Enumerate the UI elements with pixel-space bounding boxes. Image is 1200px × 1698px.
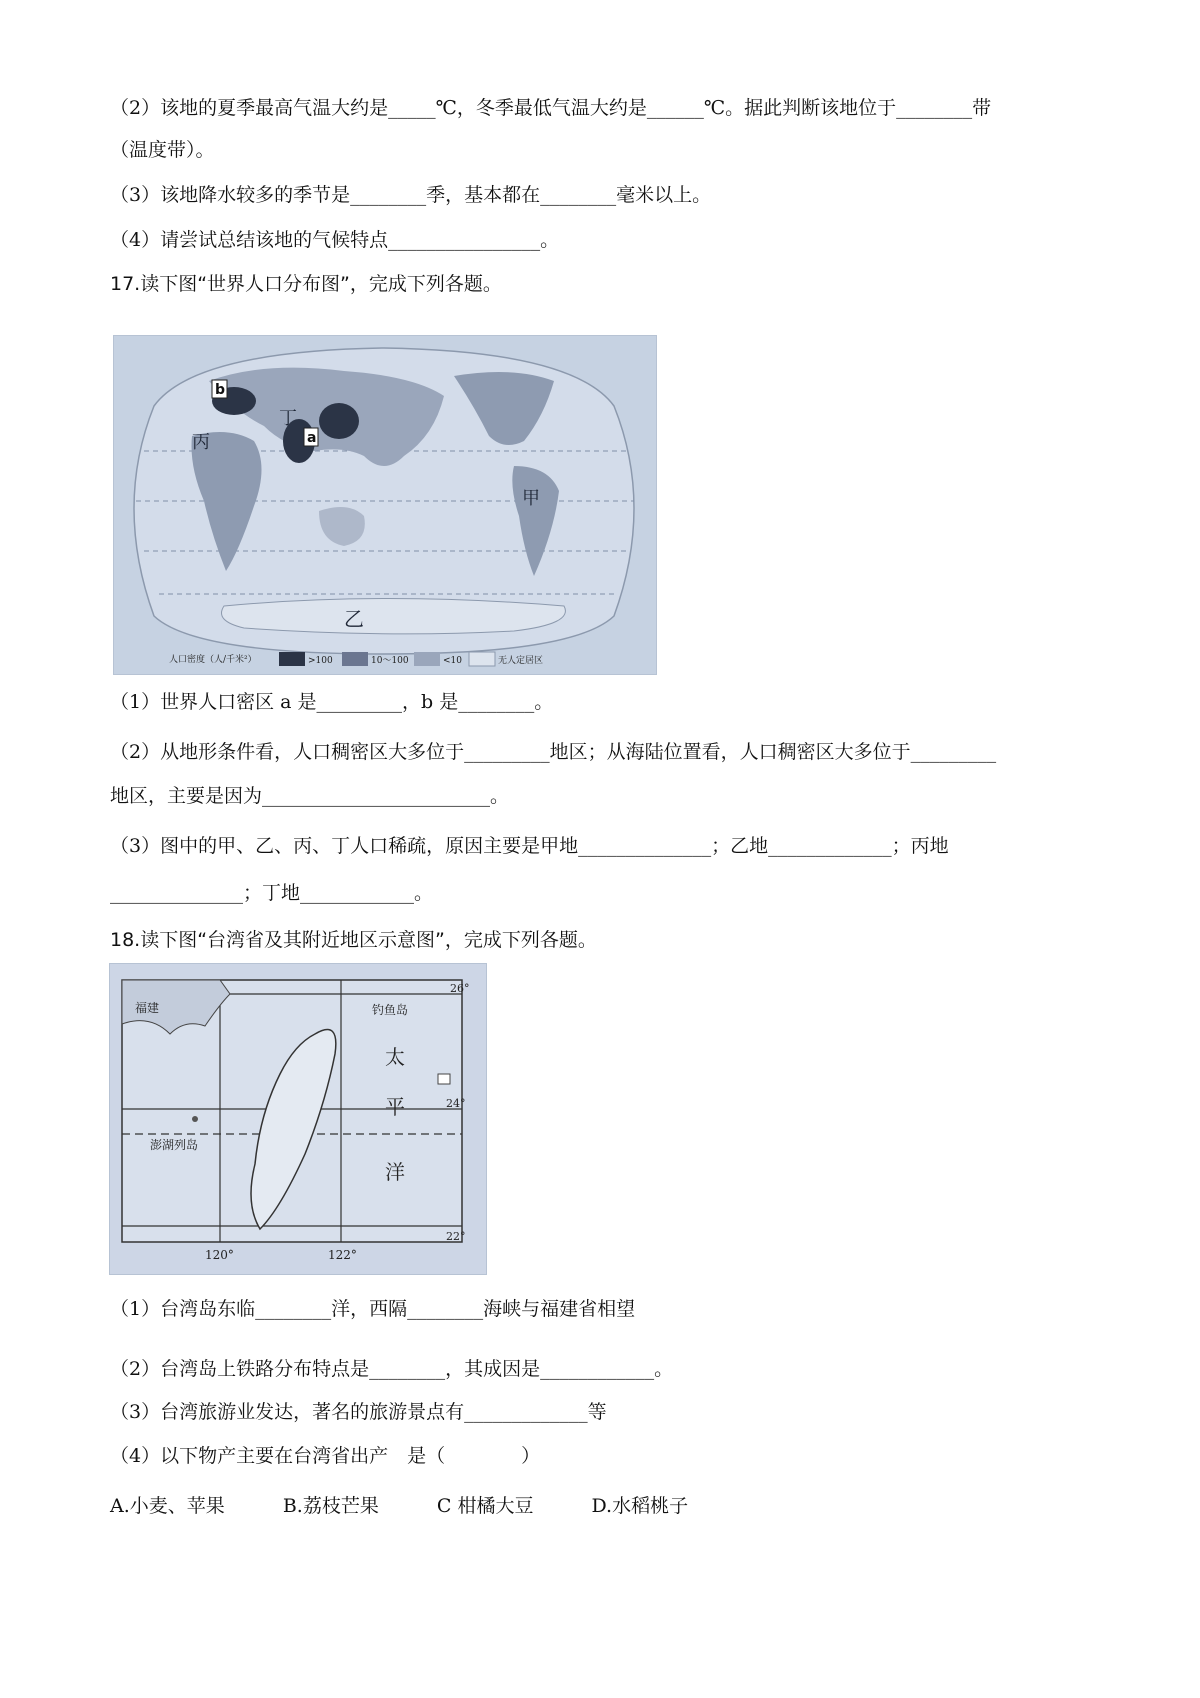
choice-a[interactable]: A.小麦、苹果 <box>110 1495 225 1517</box>
q18-choices <box>110 1492 740 1520</box>
diaoyu-island <box>438 1074 450 1084</box>
map-legend <box>169 652 543 666</box>
q16-part2-line2: （温度带）。 <box>110 139 215 161</box>
ocean-char-ping: 平 <box>385 1095 405 1119</box>
q18-part4: （4）以下物产主要在台湾省出产 是（ ） <box>110 1445 541 1467</box>
q16-part2-line1: （2）该地的夏季最高气温大约是_____℃，冬季最低气温大约是______℃。据此判断该地位于________带 <box>110 97 992 119</box>
label-jia: 甲 <box>522 488 540 509</box>
label-bing: 丙 <box>192 432 210 453</box>
ocean-char-yang: 洋 <box>385 1160 405 1184</box>
q18-title: 18.读下图“台湾省及其附近地区示意图”，完成下列各题。 <box>110 929 597 951</box>
label-a: a <box>307 430 317 446</box>
east-asia-dense-area <box>319 403 359 439</box>
q17-part3-line2: ______________；丁地____________。 <box>110 882 434 904</box>
lon-122-label: 122° <box>328 1248 357 1262</box>
q17-part2-line1: （2）从地形条件看，人口稠密区大多位于_________地区；从海陆位置看，人口稠密区大多位于_________ <box>110 741 997 763</box>
fujian-label: 福建 <box>135 1001 160 1015</box>
penghu-dot <box>192 1116 198 1122</box>
legend-title: 人口密度（人/千米²） <box>169 655 257 665</box>
q18-part2: （2）台湾岛上铁路分布特点是________，其成因是____________。 <box>110 1358 674 1380</box>
choice-d[interactable]: D.水稻桃子 <box>591 1495 689 1517</box>
ocean-char-tai: 太 <box>385 1045 405 1069</box>
q17-part1: （1）世界人口密区 a 是_________，b 是________。 <box>110 691 554 713</box>
lat-22-label: 22° <box>446 1230 466 1243</box>
label-b: b <box>215 382 226 398</box>
legend-none: 无人定居区 <box>498 656 544 666</box>
taiwan-map <box>109 963 487 1275</box>
q17-part2-line2: 地区，主要是因为________________________。 <box>110 785 510 807</box>
q18-part3: （3）台湾旅游业发达，著名的旅游景点有_____________等 <box>110 1401 607 1423</box>
q16-part3: （3）该地降水较多的季节是________季，基本都在________毫米以上。 <box>110 184 712 206</box>
diaoyu-label: 钓鱼岛 <box>372 1003 409 1017</box>
antarctica-landmass <box>222 599 566 634</box>
penghu-label: 澎湖列岛 <box>150 1138 199 1152</box>
lat-24-label: 24° <box>446 1097 466 1110</box>
lat-26-label: 26° <box>450 982 470 995</box>
lon-120-label: 120° <box>205 1248 234 1262</box>
q18-part1: （1）台湾岛东临________洋，西隔________海峡与福建省相望 <box>110 1298 636 1320</box>
legend-gt100: >100 <box>308 656 333 666</box>
label-ding: 丁 <box>279 408 297 429</box>
q17-part3-line1: （3）图中的甲、乙、丙、丁人口稀疏，原因主要是甲地______________；乙地_____________；丙地 <box>110 835 949 857</box>
choice-c[interactable]: C 柑橘大豆 <box>436 1495 534 1517</box>
world-population-map <box>113 335 657 675</box>
choice-b[interactable]: B.荔枝芒果 <box>282 1495 379 1517</box>
legend-lt10: <10 <box>443 656 462 666</box>
q17-title: 17.读下图“世界人口分布图”，完成下列各题。 <box>110 273 502 295</box>
q16-part4: （4）请尝试总结该地的气候特点________________。 <box>110 229 560 251</box>
label-yi: 乙 <box>344 607 364 631</box>
legend-mid: 10～100 <box>371 656 409 666</box>
